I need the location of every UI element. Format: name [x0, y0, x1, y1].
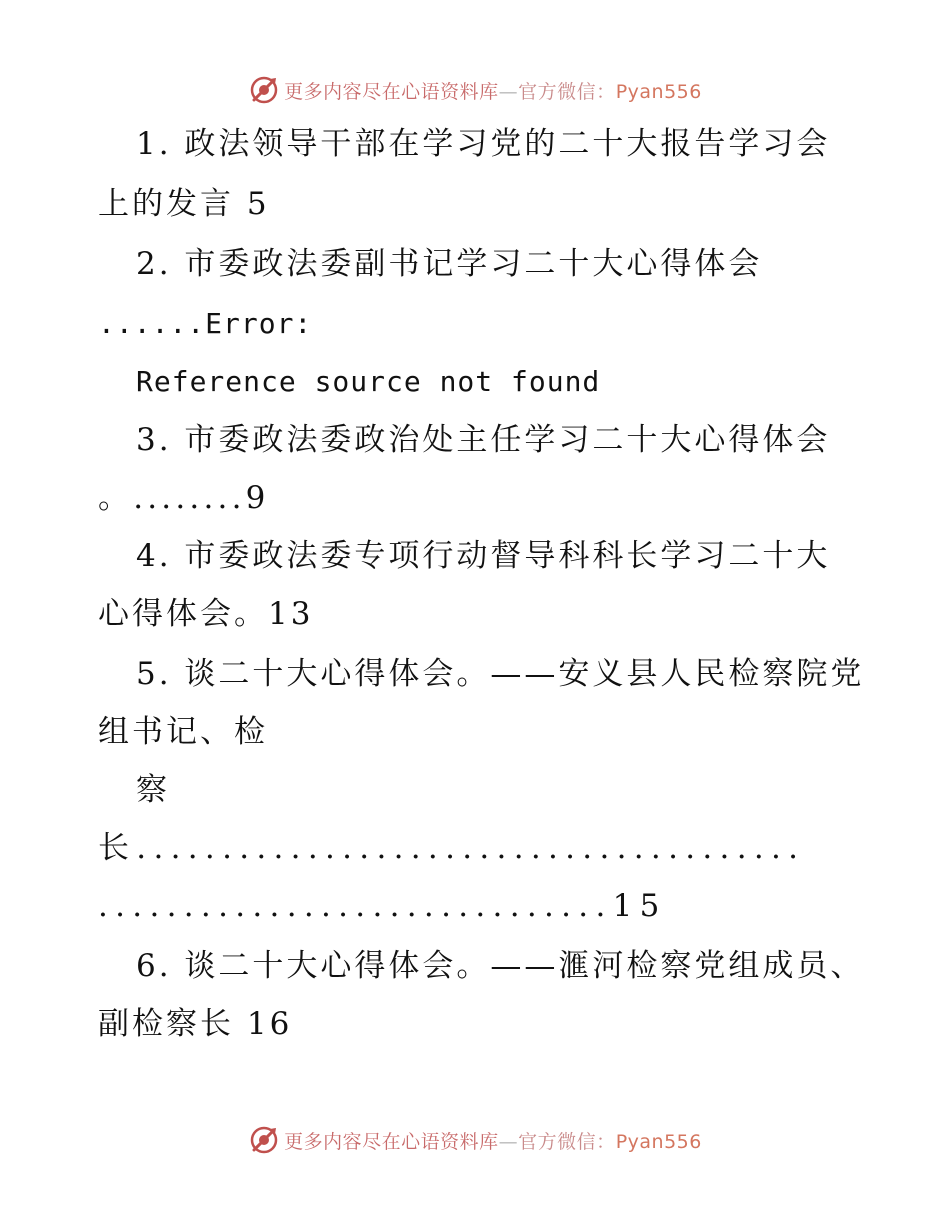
toc-item-1-line-2[interactable]: 上的发言 5 — [98, 186, 270, 222]
watermark-main-text: 更多内容尽在心语资料库 — [284, 1130, 499, 1153]
watermark-main-text: 更多内容尽在心语资料库 — [284, 80, 499, 103]
watermark-label: 官方微信： — [518, 80, 616, 103]
toc-item-3-line-2[interactable]: 。........9 — [98, 480, 270, 516]
toc-item-5-line-1[interactable]: 5. 谈二十大心得体会。——安义县人民检察院党 — [136, 656, 865, 692]
toc-item-5-line-3[interactable]: 察 — [136, 772, 170, 808]
toc-item-5-line-5[interactable]: ..............................15 — [98, 888, 667, 924]
watermark-separator: — — [498, 80, 519, 103]
watermark-separator: — — [498, 1130, 519, 1153]
toc-item-3-line-1[interactable]: 3. 市委政法委政治处主任学习二十大心得体会 — [136, 422, 831, 458]
toc-item-2-line-3[interactable]: Reference source not found — [136, 365, 601, 398]
watermark-label: 官方微信： — [518, 1130, 616, 1153]
watermark-id: Pyan556 — [615, 80, 702, 103]
header-watermark — [0, 70, 950, 110]
toc-item-6-line-2[interactable]: 副检察长 16 — [98, 1006, 293, 1042]
toc-item-5-line-4[interactable]: 长....................................... — [98, 830, 806, 866]
toc-item-1-line-1[interactable]: 1. 政法领导干部在学习党的二十大报告学习会 — [136, 126, 831, 162]
toc-item-2-line-2[interactable]: ......Error: — [98, 307, 313, 340]
toc-item-5-line-2[interactable]: 组书记、检 — [98, 714, 268, 750]
watermark-id: Pyan556 — [615, 1130, 702, 1153]
footer-watermark — [0, 1120, 950, 1160]
toc-item-4-line-1[interactable]: 4. 市委政法委专项行动督导科科长学习二十大 — [136, 538, 831, 574]
brand-logo-icon — [248, 74, 280, 106]
toc-item-6-line-1[interactable]: 6. 谈二十大心得体会。——滙河检察党组成员、 — [136, 948, 865, 984]
brand-logo-icon — [248, 1124, 280, 1156]
toc-item-4-line-2[interactable]: 心得体会。13 — [98, 596, 314, 632]
toc-item-2-line-1[interactable]: 2. 市委政法委副书记学习二十大心得体会 — [136, 246, 763, 282]
